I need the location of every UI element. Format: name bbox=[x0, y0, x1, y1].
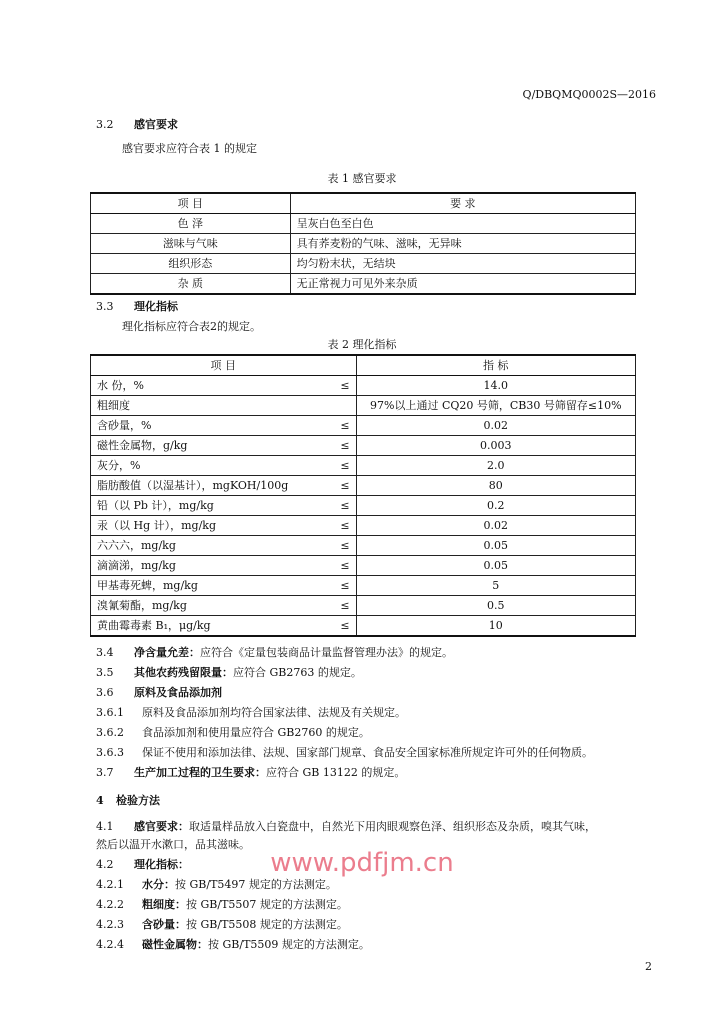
table2-cell-value: 0.05 bbox=[356, 556, 635, 576]
section-3-6-3 bbox=[96, 744, 593, 760]
table2-cell-item bbox=[91, 496, 357, 516]
table2-cell-value: 80 bbox=[356, 476, 635, 496]
section-text: 原料及食品添加剂均符合国家法律、法规及有关规定。 bbox=[142, 706, 406, 719]
table1-header-requirement: 要 求 bbox=[290, 193, 635, 214]
section-3-3-text: 理化指标应符合表2的规定。 bbox=[122, 320, 261, 333]
table2-item-label: 铅（以 Pb 计），mg/kg bbox=[97, 499, 214, 512]
table2-operator: ≤ bbox=[340, 599, 350, 612]
section-title: 生产加工过程的卫生要求： bbox=[134, 766, 266, 779]
section-3-2-heading bbox=[96, 116, 178, 132]
section-text: 按 GB/T5497 规定的方法测定。 bbox=[175, 878, 337, 891]
section-number: 4.2.3 bbox=[96, 918, 124, 931]
table1-header-row bbox=[91, 193, 636, 214]
table2-cell-value: 14.0 bbox=[356, 376, 635, 396]
table2-item-label: 溴氰菊酯，mg/kg bbox=[97, 599, 187, 612]
section-text: 应符合《定量包装商品计量监督管理办法》的规定。 bbox=[200, 646, 453, 659]
table1-header-item: 项 目 bbox=[91, 193, 291, 214]
section-number: 3.6.3 bbox=[96, 746, 124, 759]
table2-item-label: 汞（以 Hg 计），mg/kg bbox=[97, 519, 217, 532]
table2-cell-item bbox=[91, 536, 357, 556]
table2-item-label: 灰分，% bbox=[97, 459, 141, 472]
table2-operator: ≤ bbox=[340, 439, 350, 452]
table2-cell-value: 0.2 bbox=[356, 496, 635, 516]
table2-caption: 表 2 理化指标 bbox=[327, 338, 397, 351]
section-text: 按 GB/T5507 规定的方法测定。 bbox=[186, 898, 348, 911]
section-number: 4 bbox=[96, 794, 104, 807]
table2-operator: ≤ bbox=[340, 559, 350, 572]
table-row bbox=[91, 496, 636, 516]
table2-operator: ≤ bbox=[340, 379, 350, 392]
table-row bbox=[91, 596, 636, 616]
section-4-heading bbox=[96, 792, 160, 808]
table-row bbox=[91, 416, 636, 436]
table-row bbox=[91, 376, 636, 396]
table2-operator: ≤ bbox=[340, 579, 350, 592]
table1-cell-requirement: 无正常视力可见外来杂质 bbox=[290, 274, 635, 295]
section-text: 按 GB/T5509 规定的方法测定。 bbox=[208, 938, 370, 951]
table2-cell-value: 97%以上通过 CQ20 号筛，CB30 号筛留存≤10% bbox=[356, 396, 635, 416]
table2-operator: ≤ bbox=[340, 619, 350, 632]
section-number: 3.4 bbox=[96, 646, 114, 659]
table1-cell-requirement: 呈灰白色至白色 bbox=[290, 214, 635, 234]
table2-item-label: 滴滴涕，mg/kg bbox=[97, 559, 176, 572]
section-title: 粗细度： bbox=[142, 898, 186, 911]
section-3-4 bbox=[96, 644, 453, 660]
section-3-6-2 bbox=[96, 724, 370, 740]
section-number: 3.6.2 bbox=[96, 726, 124, 739]
table2-header-row bbox=[91, 355, 636, 376]
section-3-6-1 bbox=[96, 704, 406, 720]
section-4-2-2 bbox=[96, 896, 348, 912]
table2-cell-value: 10 bbox=[356, 616, 635, 637]
table2-cell-item bbox=[91, 436, 357, 456]
section-4-2-4 bbox=[96, 936, 370, 952]
table1-caption: 表 1 感官要求 bbox=[327, 172, 397, 185]
section-title: 水分： bbox=[142, 878, 175, 891]
section-3-3-heading bbox=[96, 298, 178, 314]
table2-operator: ≤ bbox=[340, 479, 350, 492]
section-title: 其他农药残留限量： bbox=[134, 666, 233, 679]
table-row bbox=[91, 234, 636, 254]
table2-operator: ≤ bbox=[340, 459, 350, 472]
table2-cell-item bbox=[91, 396, 357, 416]
table1 bbox=[90, 192, 636, 295]
table2-cell-item bbox=[91, 376, 357, 396]
section-title: 理化指标： bbox=[134, 858, 189, 871]
table2-operator: ≤ bbox=[340, 519, 350, 532]
table2-cell-value: 0.5 bbox=[356, 596, 635, 616]
section-4-2-3 bbox=[96, 916, 348, 932]
table2-cell-value: 2.0 bbox=[356, 456, 635, 476]
table2-cell-value: 0.02 bbox=[356, 416, 635, 436]
table-row bbox=[91, 436, 636, 456]
table2-item-label: 磁性金属物，g/kg bbox=[97, 439, 188, 452]
section-text: 保证不使用和添加法律、法规、国家部门规章、食品安全国家标准所规定许可外的任何物质。 bbox=[142, 746, 593, 759]
section-number: 3.3 bbox=[96, 300, 114, 313]
section-title: 原料及食品添加剂 bbox=[134, 686, 222, 699]
table2-header-item: 项 目 bbox=[91, 355, 357, 376]
table-row bbox=[91, 556, 636, 576]
table2-body bbox=[91, 376, 636, 637]
table1-cell-requirement: 具有荞麦粉的气味、滋味，无异味 bbox=[290, 234, 635, 254]
table2-cell-item bbox=[91, 556, 357, 576]
section-title: 检验方法 bbox=[116, 794, 160, 807]
section-number: 4.2 bbox=[96, 858, 114, 871]
section-3-7 bbox=[96, 764, 405, 780]
table-row bbox=[91, 254, 636, 274]
table-row bbox=[91, 456, 636, 476]
section-4-1 bbox=[96, 818, 596, 834]
section-title: 理化指标 bbox=[134, 300, 178, 313]
table1-cell-item: 滋味与气味 bbox=[91, 234, 291, 254]
table2-operator: ≤ bbox=[340, 419, 350, 432]
table1-cell-item: 色 泽 bbox=[91, 214, 291, 234]
table2-item-label: 粗细度 bbox=[97, 399, 130, 412]
section-text: 按 GB/T5508 规定的方法测定。 bbox=[186, 918, 348, 931]
table2-item-label: 脂肪酸值（以湿基计），mgKOH/100g bbox=[97, 479, 289, 492]
table2-operator: ≤ bbox=[340, 539, 350, 552]
table2-cell-item bbox=[91, 416, 357, 436]
section-4-2-1 bbox=[96, 876, 337, 892]
section-number: 4.2.2 bbox=[96, 898, 124, 911]
section-title: 净含量允差： bbox=[134, 646, 200, 659]
section-text: 应符合 GB 13122 的规定。 bbox=[266, 766, 406, 779]
table-row bbox=[91, 536, 636, 556]
table-row bbox=[91, 516, 636, 536]
table-row bbox=[91, 476, 636, 496]
table2-operator: ≤ bbox=[340, 499, 350, 512]
section-text: 食品添加剂和使用量应符合 GB2760 的规定。 bbox=[142, 726, 370, 739]
section-number: 3.7 bbox=[96, 766, 114, 779]
table2-cell-item bbox=[91, 476, 357, 496]
table1-cell-item: 杂 质 bbox=[91, 274, 291, 295]
table2-cell-value: 0.003 bbox=[356, 436, 635, 456]
table-row bbox=[91, 396, 636, 416]
table-row bbox=[91, 616, 636, 637]
section-4-1-cont: 然后以温开水漱口，品其滋味。 bbox=[96, 838, 250, 851]
table-row bbox=[91, 214, 636, 234]
table-row bbox=[91, 576, 636, 596]
section-title: 磁性金属物： bbox=[142, 938, 208, 951]
section-number: 3.6 bbox=[96, 686, 114, 699]
table-row bbox=[91, 274, 636, 295]
watermark: www.pdfjm.cn bbox=[270, 848, 454, 878]
table2-item-label: 甲基毒死蜱，mg/kg bbox=[97, 579, 198, 592]
table2-header-value: 指 标 bbox=[356, 355, 635, 376]
section-number: 4.2.1 bbox=[96, 878, 124, 891]
table2-cell-item bbox=[91, 456, 357, 476]
table2-cell-item bbox=[91, 616, 357, 637]
section-text: 取适量样品放入白瓷盘中，自然光下用肉眼观察色泽、组织形态及杂质，嗅其气味， bbox=[189, 820, 596, 833]
table2-cell-item bbox=[91, 596, 357, 616]
table2-cell-item bbox=[91, 576, 357, 596]
section-number: 3.2 bbox=[96, 118, 114, 131]
table2-cell-item bbox=[91, 516, 357, 536]
table2 bbox=[90, 354, 636, 637]
table1-cell-item: 组织形态 bbox=[91, 254, 291, 274]
table1-cell-requirement: 均匀粉末状，无结块 bbox=[290, 254, 635, 274]
section-3-5 bbox=[96, 664, 362, 680]
table2-item-label: 含砂量，% bbox=[97, 419, 152, 432]
section-title: 感官要求： bbox=[134, 820, 189, 833]
section-title: 感官要求 bbox=[134, 118, 178, 131]
section-text: 应符合 GB2763 的规定。 bbox=[233, 666, 362, 679]
section-number: 4.1 bbox=[96, 820, 114, 833]
table2-item-label: 黄曲霉毒素 B₁，μg/kg bbox=[97, 619, 211, 632]
table2-item-label: 水 份，% bbox=[97, 379, 144, 392]
table2-cell-value: 0.02 bbox=[356, 516, 635, 536]
page-number: 2 bbox=[645, 960, 652, 973]
document-code: Q/DBQMQ0002S—2016 bbox=[522, 88, 656, 101]
table2-cell-value: 0.05 bbox=[356, 536, 635, 556]
section-3-2-text: 感官要求应符合表 1 的规定 bbox=[122, 142, 257, 155]
section-number: 4.2.4 bbox=[96, 938, 124, 951]
section-number: 3.5 bbox=[96, 666, 114, 679]
table2-cell-value: 5 bbox=[356, 576, 635, 596]
section-3-6 bbox=[96, 684, 222, 700]
section-title: 含砂量： bbox=[142, 918, 186, 931]
section-number: 3.6.1 bbox=[96, 706, 124, 719]
table2-item-label: 六六六，mg/kg bbox=[97, 539, 176, 552]
